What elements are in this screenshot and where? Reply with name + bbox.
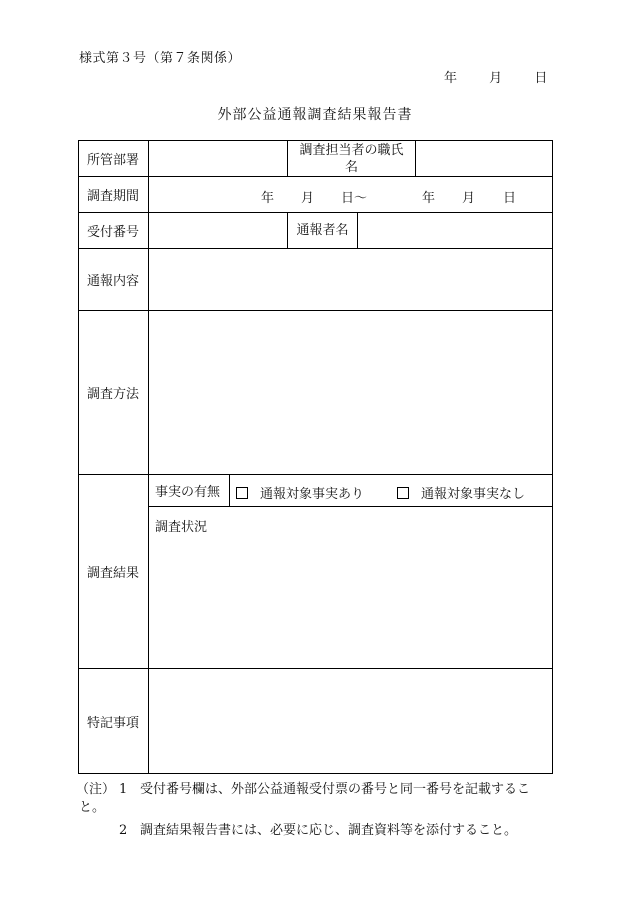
date-line	[444, 67, 547, 86]
method-field[interactable]	[148, 310, 553, 475]
receipt-label: 受付番号	[78, 212, 149, 249]
period-start-year: 年	[261, 191, 275, 206]
dept-field[interactable]	[148, 140, 288, 177]
fact-yes-option[interactable]	[236, 483, 364, 502]
period-label: 調査期間	[78, 176, 149, 213]
period-end-month: 月	[462, 191, 476, 206]
method-label: 調査方法	[78, 310, 149, 475]
period-start-month: 月	[301, 191, 315, 206]
dept-label: 所管部署	[78, 140, 149, 177]
content-label: 通報内容	[78, 248, 149, 311]
remarks-label: 特記事項	[78, 668, 149, 774]
period-end-day: 日	[503, 191, 517, 206]
fact-label: 事実の有無	[148, 474, 230, 507]
reporter-field[interactable]	[357, 212, 553, 249]
fact-yes-checkbox[interactable]	[236, 487, 248, 499]
remarks-field[interactable]	[148, 668, 553, 774]
date-day: 日	[534, 71, 548, 86]
period-field[interactable]	[148, 176, 553, 213]
note-1-number: 1	[119, 782, 128, 797]
date-year: 年	[444, 71, 458, 86]
reporter-label: 通報者名	[287, 212, 358, 249]
form-number: 様式第３号（第７条関係）	[79, 51, 242, 66]
investigator-label-text: 調査担当者の職氏名	[299, 142, 404, 175]
result-label: 調査結果	[78, 474, 149, 669]
fact-yes-label: 通報対象事実あり	[260, 487, 365, 502]
investigator-field[interactable]	[415, 140, 553, 177]
fact-no-label: 通報対象事実なし	[421, 487, 526, 502]
fact-no-checkbox[interactable]	[397, 487, 409, 499]
content-field[interactable]	[148, 248, 553, 311]
status-label: 調査状況	[155, 520, 208, 535]
note-1-continuation: と。	[79, 800, 106, 815]
note-2-text: 調査結果報告書には、必要に応じ、調査資料等を添付すること。	[140, 823, 518, 838]
fact-options	[229, 474, 553, 507]
date-month: 月	[489, 71, 503, 86]
investigator-label	[287, 140, 416, 177]
fact-no-option[interactable]	[397, 483, 525, 502]
period-start-day: 日～	[341, 191, 368, 206]
note-head: （注）	[76, 782, 116, 797]
status-field[interactable]	[148, 506, 553, 669]
page-title: 外部公益通報調査結果報告書	[217, 107, 413, 123]
period-end-year: 年	[422, 191, 436, 206]
note-1-text: 受付番号欄は、外部公益通報受付票の番号と同一番号を記載するこ	[140, 782, 531, 797]
note-2-number: 2	[119, 823, 128, 838]
receipt-field[interactable]	[148, 212, 288, 249]
